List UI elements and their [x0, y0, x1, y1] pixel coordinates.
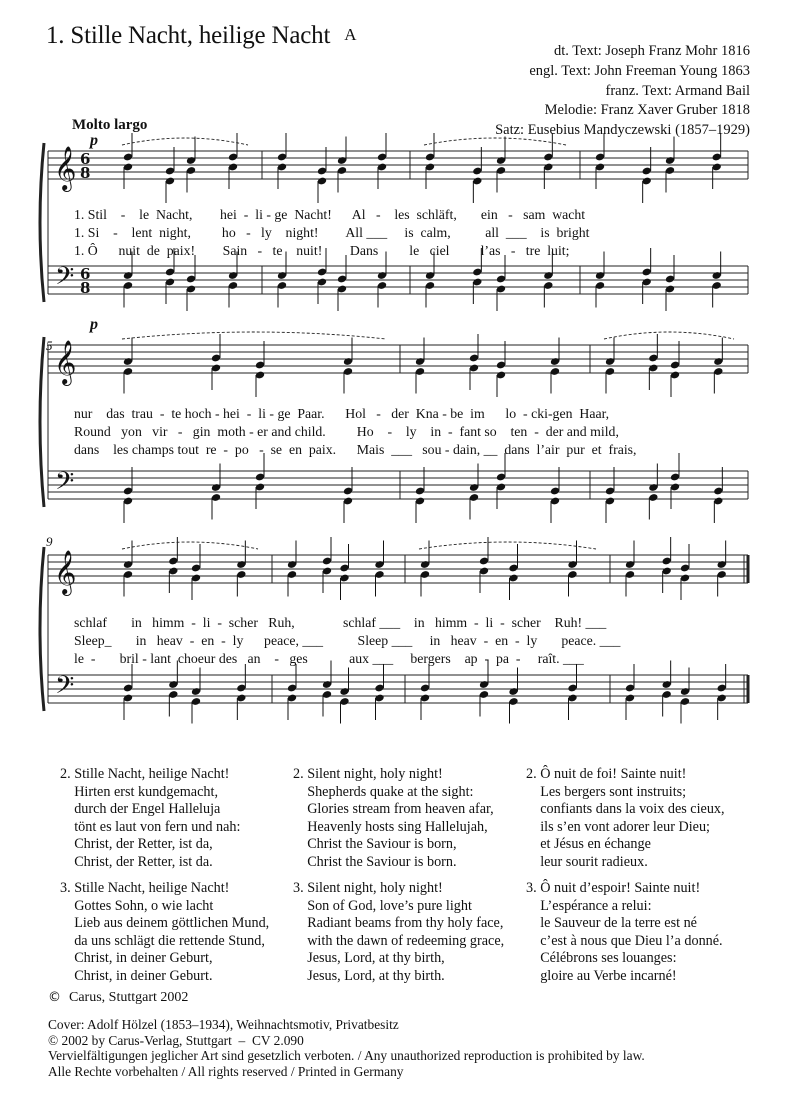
verse-line: et Jésus en échange [526, 836, 651, 853]
svg-text:𝄢: 𝄢 [55, 467, 75, 502]
verse-line: 2. Ô nuit de foi! Sainte nuit! [526, 766, 687, 782]
svg-text:8: 8 [80, 164, 91, 182]
measure-number-5: 5 [46, 338, 53, 353]
verse-3-french [526, 880, 723, 986]
verse-line: confiants dans la voix des cieux, [526, 801, 725, 818]
verse-2-french [526, 766, 725, 872]
svg-text:6: 6 [80, 150, 91, 168]
verse-line: 3. Ô nuit d’espoir! Sainte nuit! [526, 880, 701, 896]
verse-line: 2. Silent night, holy night! [293, 766, 443, 782]
footer-reproduction-notice: Vervielfältigungen jeglicher Art sind gesetzlich verboten. / Any unauthorized reproduction is prohibited by law. [48, 1048, 645, 1064]
verse-line: Christ the Saviour is born, [293, 836, 457, 853]
verse-line: Les bergers sont instruits; [526, 783, 687, 800]
copyright-line [48, 990, 188, 1006]
svg-text:𝄢: 𝄢 [55, 262, 75, 297]
credit-melody: Melodie: Franz Xaver Gruber 1818 [544, 102, 750, 119]
footer-rights: Alle Rechte vorbehalten / All rights reserved / Printed in Germany [48, 1063, 404, 1079]
verse-line: Son of God, love’s pure light [293, 897, 472, 914]
verse-line: tönt es laut von fern und nah: [60, 818, 241, 835]
tempo-marking: Molto largo [72, 117, 148, 133]
svg-text:𝄞: 𝄞 [54, 550, 77, 594]
footer-cover: Cover: Adolf Hölzel (1853–1934), Weihnachtsmotiv, Privatbesitz [48, 1017, 399, 1032]
verse-line: L’espérance a relui: [526, 897, 652, 914]
verse-line: Christ, der Retter, ist da, [60, 836, 213, 853]
credit-english-text: engl. Text: John Freeman Young 1863 [529, 62, 750, 79]
lyric-line: Sleep_ in heav - en - ly peace, ___ Sleep ___ in heav - en - ly peace. ___ [74, 633, 621, 648]
verse-line: Glories stream from heaven afar, [293, 801, 494, 818]
verse-line: 2. Stille Nacht, heilige Nacht! [60, 766, 230, 782]
lyric-line: 1. Ô nuit de paix! Sain - te nuit! Dans le ciel l’as - tre luit; [74, 243, 570, 258]
lyric-line: schlaf in himm - li - scher Ruh, schlaf ___ in himm - li - scher Ruh! ___ [74, 615, 607, 630]
verse-line: Célébrons ses louanges: [526, 950, 677, 967]
verse-line: Jesus, Lord, at thy birth. [293, 967, 445, 984]
verse-line: Jesus, Lord, at thy birth, [293, 950, 445, 967]
credit-french-text: franz. Text: Armand Bail [605, 82, 750, 99]
verse-line: Christ, der Retter, ist da. [60, 853, 213, 870]
verse-line: c’est à nous que Dieu l’a donné. [526, 932, 723, 949]
copyright-icon: © [48, 990, 61, 1005]
verse-line: Christ the Saviour is born. [293, 853, 457, 870]
copyright-text: Carus, Stuttgart 2002 [69, 990, 189, 1005]
verse-line: ils s’en vont adorer leur Dieu; [526, 818, 710, 835]
verse-line: leur sourit radieux. [526, 853, 648, 870]
svg-text:𝄢: 𝄢 [55, 671, 75, 706]
footer [48, 1017, 645, 1079]
verse-line: Christ, in deiner Geburt. [60, 967, 213, 984]
lyric-line: nur das trau - te hoch - hei - li - ge Paar. Hol - der Kna - be im lo - cki-gen Haar, [74, 406, 610, 421]
footer-publisher: © 2002 by Carus-Verlag, Stuttgart – CV 2.090 [48, 1032, 304, 1048]
lyric-line: 1. Stil - le Nacht, hei - li - ge Nacht! Al - les schläft, ein - sam wacht [74, 207, 586, 222]
verse-line: Shepherds quake at the sight: [293, 783, 474, 800]
verse-line: da uns schlägt die rettende Stund, [60, 932, 265, 949]
verse-line: Hirten erst kundgemacht, [60, 783, 218, 800]
verse-line: Christ, in deiner Geburt, [60, 950, 213, 967]
verse-2-german [60, 766, 240, 872]
svg-text:8: 8 [80, 279, 91, 297]
verse-line: gloire au Verbe incarné! [526, 967, 677, 984]
lyric-line: 1. Si - lent night, ho - ly night! All ___ is calm, all ___ is bright [74, 225, 590, 240]
verse-3-german [60, 880, 269, 986]
dynamic-bass: p [90, 316, 98, 333]
verse-line: Gottes Sohn, o wie lacht [60, 897, 214, 914]
title-tag: A [344, 25, 357, 44]
verse-line: 3. Silent night, holy night! [293, 880, 443, 896]
verse-3-english [293, 880, 504, 986]
svg-text:𝄞: 𝄞 [54, 340, 77, 384]
verse-line: Heavenly hosts sing Hallelujah, [293, 818, 488, 835]
credit-german-text: dt. Text: Joseph Franz Mohr 1816 [553, 43, 750, 59]
svg-text:𝄞: 𝄞 [54, 146, 77, 190]
verse-line: Radiant beams from thy holy face, [293, 915, 504, 932]
lyric-line: dans les champs tout re - po - se en paix. Mais ___ sou - dain, __ dans l’air pur et frais, [74, 442, 637, 457]
verse-line: with the dawn of redeeming grace, [293, 932, 505, 949]
measure-number-9: 9 [46, 534, 53, 549]
lyric-line: le - bril - lant choeur des an - ges aux ___ bergers ap - pa - raît. ___ [74, 651, 584, 666]
lyric-line: Round yon vir - gin moth - er and child. Ho - ly in - fant so ten - der and mild, [74, 424, 619, 439]
dynamic-soprano: p [90, 132, 98, 149]
title-text: 1. Stille Nacht, heilige Nacht [46, 22, 331, 49]
verse-2-english [293, 766, 494, 872]
svg-text:6: 6 [80, 265, 91, 283]
verse-line: durch der Engel Halleluja [60, 801, 221, 818]
verse-line: le Sauveur de la terre est né [526, 915, 697, 932]
verse-line: Lieb aus deinem göttlichen Mund, [60, 915, 270, 932]
verse-line: 3. Stille Nacht, heilige Nacht! [60, 880, 230, 896]
credit-arrangement: Satz: Eusebius Mandyczewski (1857–1929) [495, 122, 750, 139]
